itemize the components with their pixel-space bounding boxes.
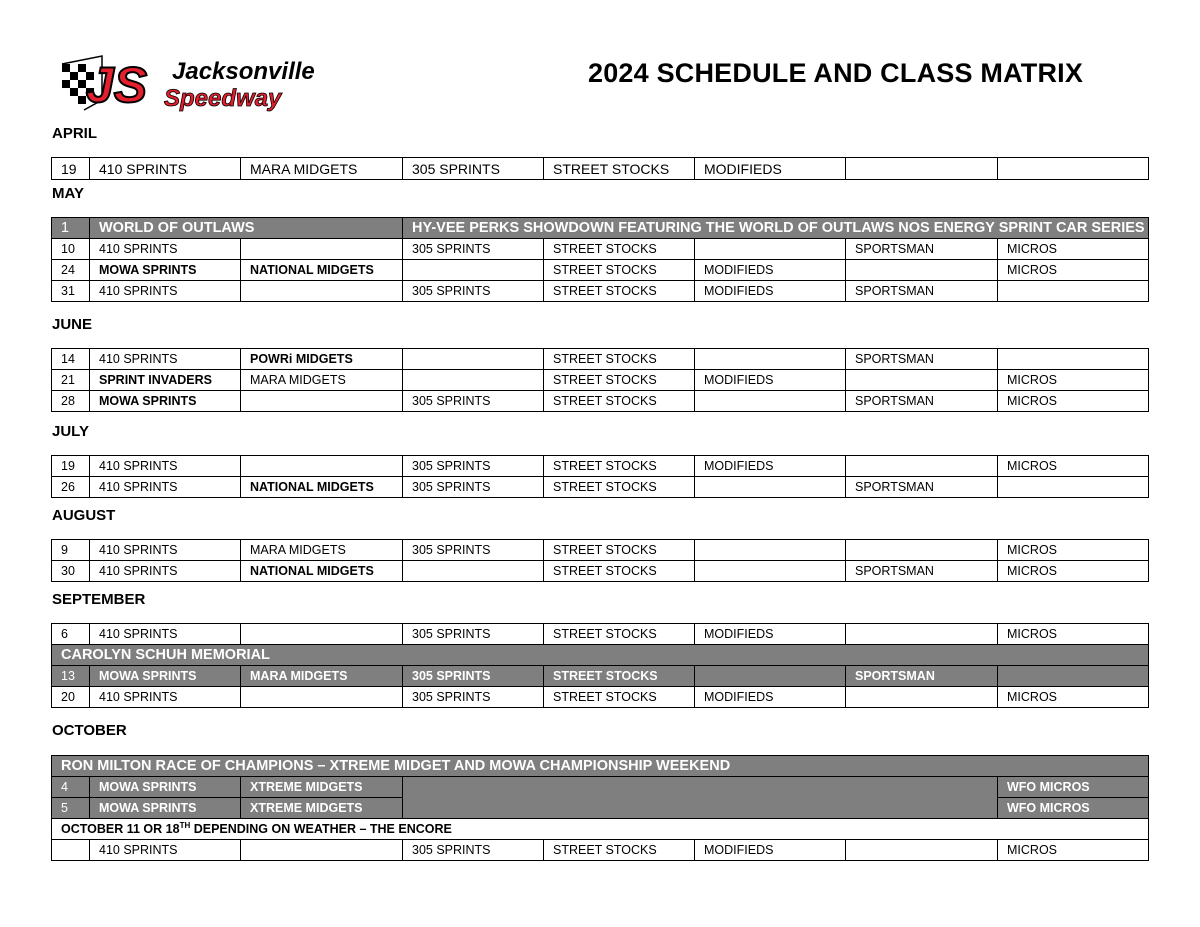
class-cell: [695, 239, 846, 260]
class-cell: [403, 260, 544, 281]
class-cell: MODIFIEDS: [695, 158, 846, 180]
table-row-special-event: [52, 218, 1149, 239]
date-cell: 13: [52, 666, 90, 687]
month-heading-august: AUGUST: [52, 507, 116, 524]
class-cell: [695, 561, 846, 582]
class-cell: MOWA SPRINTS: [90, 777, 241, 798]
class-cell: MICROS: [998, 370, 1149, 391]
date-cell: 4: [52, 777, 90, 798]
memorial-title: CAROLYN SCHUH MEMORIAL: [52, 645, 1149, 666]
class-cell: [998, 158, 1149, 180]
table-row: [52, 456, 1149, 477]
class-cell: [241, 391, 403, 412]
class-cell: STREET STOCKS: [544, 477, 695, 498]
class-cell: 410 SPRINTS: [90, 477, 241, 498]
class-cell: MICROS: [998, 239, 1149, 260]
class-cell: MARA MIDGETS: [241, 540, 403, 561]
class-cell: MARA MIDGETS: [241, 158, 403, 180]
class-cell: 305 SPRINTS: [403, 687, 544, 708]
class-cell: [695, 540, 846, 561]
table-row-championship-banner: [52, 756, 1149, 777]
class-cell: SPRINT INVADERS: [90, 370, 241, 391]
class-cell: [998, 477, 1149, 498]
class-cell: MODIFIEDS: [695, 624, 846, 645]
class-cell: MODIFIEDS: [695, 281, 846, 302]
table-row: [52, 840, 1149, 861]
schedule-table-october: [51, 755, 1149, 861]
class-cell: STREET STOCKS: [544, 840, 695, 861]
class-cell: STREET STOCKS: [544, 456, 695, 477]
table-row: [52, 540, 1149, 561]
class-cell: MICROS: [998, 260, 1149, 281]
class-cell: [846, 370, 998, 391]
class-cell: [241, 624, 403, 645]
class-cell: MOWA SPRINTS: [90, 798, 241, 819]
class-cell: MICROS: [998, 561, 1149, 582]
class-cell: STREET STOCKS: [544, 666, 695, 687]
table-row: [52, 561, 1149, 582]
series-cell: WORLD OF OUTLAWS: [90, 218, 403, 239]
class-cell: 410 SPRINTS: [90, 239, 241, 260]
class-cell: [846, 260, 998, 281]
class-cell: MODIFIEDS: [695, 687, 846, 708]
class-cell: STREET STOCKS: [544, 281, 695, 302]
class-cell: NATIONAL MIDGETS: [241, 477, 403, 498]
class-cell: [695, 349, 846, 370]
class-cell: MICROS: [998, 391, 1149, 412]
class-cell: STREET STOCKS: [544, 687, 695, 708]
class-cell: WFO MICROS: [998, 798, 1149, 819]
class-cell: [846, 687, 998, 708]
schedule-table-july: [51, 455, 1149, 498]
class-cell: 410 SPRINTS: [90, 281, 241, 302]
class-cell: MARA MIDGETS: [241, 370, 403, 391]
class-cell: 305 SPRINTS: [403, 239, 544, 260]
class-cell: [403, 561, 544, 582]
class-cell: MODIFIEDS: [695, 370, 846, 391]
class-cell: 410 SPRINTS: [90, 158, 241, 180]
class-cell: [998, 349, 1149, 370]
class-cell: [998, 281, 1149, 302]
date-cell: 5: [52, 798, 90, 819]
class-cell: STREET STOCKS: [544, 540, 695, 561]
class-cell: MICROS: [998, 540, 1149, 561]
class-cell: [846, 158, 998, 180]
class-cell: SPORTSMAN: [846, 349, 998, 370]
class-cell: STREET STOCKS: [544, 561, 695, 582]
class-cell: 305 SPRINTS: [403, 456, 544, 477]
class-cell: STREET STOCKS: [544, 260, 695, 281]
table-row-encore-note: [52, 819, 1149, 840]
table-row: [52, 687, 1149, 708]
class-cell: [846, 540, 998, 561]
class-cell: SPORTSMAN: [846, 477, 998, 498]
date-cell: 19: [52, 456, 90, 477]
note-text: OCTOBER 11 OR 18: [61, 822, 180, 837]
table-row-special-event: [52, 777, 1149, 798]
class-cell: [241, 281, 403, 302]
class-cell: MICROS: [998, 456, 1149, 477]
class-cell: [241, 687, 403, 708]
date-cell: 21: [52, 370, 90, 391]
class-cell: STREET STOCKS: [544, 239, 695, 260]
date-cell: 1: [52, 218, 90, 239]
class-cell: 305 SPRINTS: [403, 540, 544, 561]
class-cell: 410 SPRINTS: [90, 561, 241, 582]
logo-line1: Jacksonville: [172, 58, 315, 85]
table-row: [52, 370, 1149, 391]
table-row: [52, 281, 1149, 302]
class-cell: [403, 349, 544, 370]
class-cell: MOWA SPRINTS: [90, 666, 241, 687]
class-cell: MICROS: [998, 840, 1149, 861]
date-cell: 31: [52, 281, 90, 302]
class-cell: MARA MIDGETS: [241, 666, 403, 687]
month-heading-june: JUNE: [52, 316, 93, 333]
event-cell: HY-VEE PERKS SHOWDOWN FEATURING THE WORLD OF OUTLAWS NOS ENERGY SPRINT CAR SERIES: [403, 218, 1149, 239]
class-cell: NATIONAL MIDGETS: [241, 561, 403, 582]
date-cell: 30: [52, 561, 90, 582]
table-row: [52, 477, 1149, 498]
class-cell: WFO MICROS: [998, 777, 1149, 798]
date-cell: 10: [52, 239, 90, 260]
class-cell: MOWA SPRINTS: [90, 260, 241, 281]
date-cell: [52, 840, 90, 861]
class-cell: STREET STOCKS: [544, 624, 695, 645]
class-cell: [695, 391, 846, 412]
class-cell: NATIONAL MIDGETS: [241, 260, 403, 281]
class-cell: [241, 840, 403, 861]
class-cell: [998, 666, 1149, 687]
class-cell: STREET STOCKS: [544, 391, 695, 412]
table-row: [52, 349, 1149, 370]
schedule-table-august: [51, 539, 1149, 582]
date-cell: 24: [52, 260, 90, 281]
month-heading-may: MAY: [52, 185, 84, 202]
class-cell: [241, 456, 403, 477]
class-cell: STREET STOCKS: [544, 349, 695, 370]
class-cell: 410 SPRINTS: [90, 624, 241, 645]
schedule-table-april: [51, 157, 1149, 180]
championship-title: RON MILTON RACE OF CHAMPIONS – XTREME MIDGET AND MOWA CHAMPIONSHIP WEEKEND: [52, 756, 1149, 777]
class-cell: STREET STOCKS: [544, 158, 695, 180]
class-cell: 410 SPRINTS: [90, 349, 241, 370]
date-cell: 28: [52, 391, 90, 412]
table-row-special-event: [52, 666, 1149, 687]
class-cell: XTREME MIDGETS: [241, 798, 403, 819]
date-cell: 9: [52, 540, 90, 561]
page-title: 2024 SCHEDULE AND CLASS MATRIX: [588, 58, 1084, 88]
table-row: [52, 239, 1149, 260]
class-cell: [241, 239, 403, 260]
class-cell: SPORTSMAN: [846, 666, 998, 687]
class-cell: 410 SPRINTS: [90, 687, 241, 708]
class-cell: MICROS: [998, 624, 1149, 645]
month-heading-october: OCTOBER: [52, 722, 127, 739]
class-cell: 305 SPRINTS: [403, 666, 544, 687]
encore-note: [52, 819, 1149, 840]
month-heading-september: SEPTEMBER: [52, 591, 146, 608]
month-heading-april: APRIL: [52, 125, 97, 142]
class-cell: 410 SPRINTS: [90, 840, 241, 861]
table-row-memorial-banner: [52, 645, 1149, 666]
table-row: [52, 260, 1149, 281]
jacksonville-speedway-logo: [58, 50, 320, 116]
table-row: [52, 391, 1149, 412]
class-cell: 305 SPRINTS: [403, 477, 544, 498]
class-cell: 305 SPRINTS: [403, 158, 544, 180]
class-cell: MODIFIEDS: [695, 260, 846, 281]
table-row: [52, 158, 1149, 180]
class-cell: [403, 370, 544, 391]
date-cell: 14: [52, 349, 90, 370]
class-cell: 305 SPRINTS: [403, 391, 544, 412]
class-cell: 305 SPRINTS: [403, 624, 544, 645]
class-cell: [695, 477, 846, 498]
class-cell: SPORTSMAN: [846, 239, 998, 260]
logo-line2: Speedway: [164, 85, 282, 112]
schedule-table-june: [51, 348, 1149, 412]
class-cell: SPORTSMAN: [846, 561, 998, 582]
schedule-table-september: [51, 623, 1149, 708]
class-cell: [846, 840, 998, 861]
schedule-table-may: [51, 217, 1149, 302]
class-cell: 305 SPRINTS: [403, 840, 544, 861]
class-cell: 410 SPRINTS: [90, 540, 241, 561]
date-cell: 19: [52, 158, 90, 180]
class-cell: MOWA SPRINTS: [90, 391, 241, 412]
class-cell: 410 SPRINTS: [90, 456, 241, 477]
merged-empty-cell: [403, 777, 998, 819]
class-cell: [846, 456, 998, 477]
logo-initials: JS: [86, 57, 148, 113]
month-heading-july: JULY: [52, 423, 89, 440]
table-row: [52, 624, 1149, 645]
class-cell: XTREME MIDGETS: [241, 777, 403, 798]
date-cell: 20: [52, 687, 90, 708]
class-cell: MICROS: [998, 687, 1149, 708]
date-cell: 26: [52, 477, 90, 498]
note-text: DEPENDING ON WEATHER – THE ENCORE: [190, 822, 452, 837]
class-cell: MODIFIEDS: [695, 456, 846, 477]
class-cell: [695, 666, 846, 687]
note-superscript: TH: [179, 821, 191, 831]
class-cell: POWRi MIDGETS: [241, 349, 403, 370]
class-cell: [846, 624, 998, 645]
class-cell: MODIFIEDS: [695, 840, 846, 861]
date-cell: 6: [52, 624, 90, 645]
class-cell: SPORTSMAN: [846, 391, 998, 412]
class-cell: SPORTSMAN: [846, 281, 998, 302]
class-cell: 305 SPRINTS: [403, 281, 544, 302]
class-cell: STREET STOCKS: [544, 370, 695, 391]
